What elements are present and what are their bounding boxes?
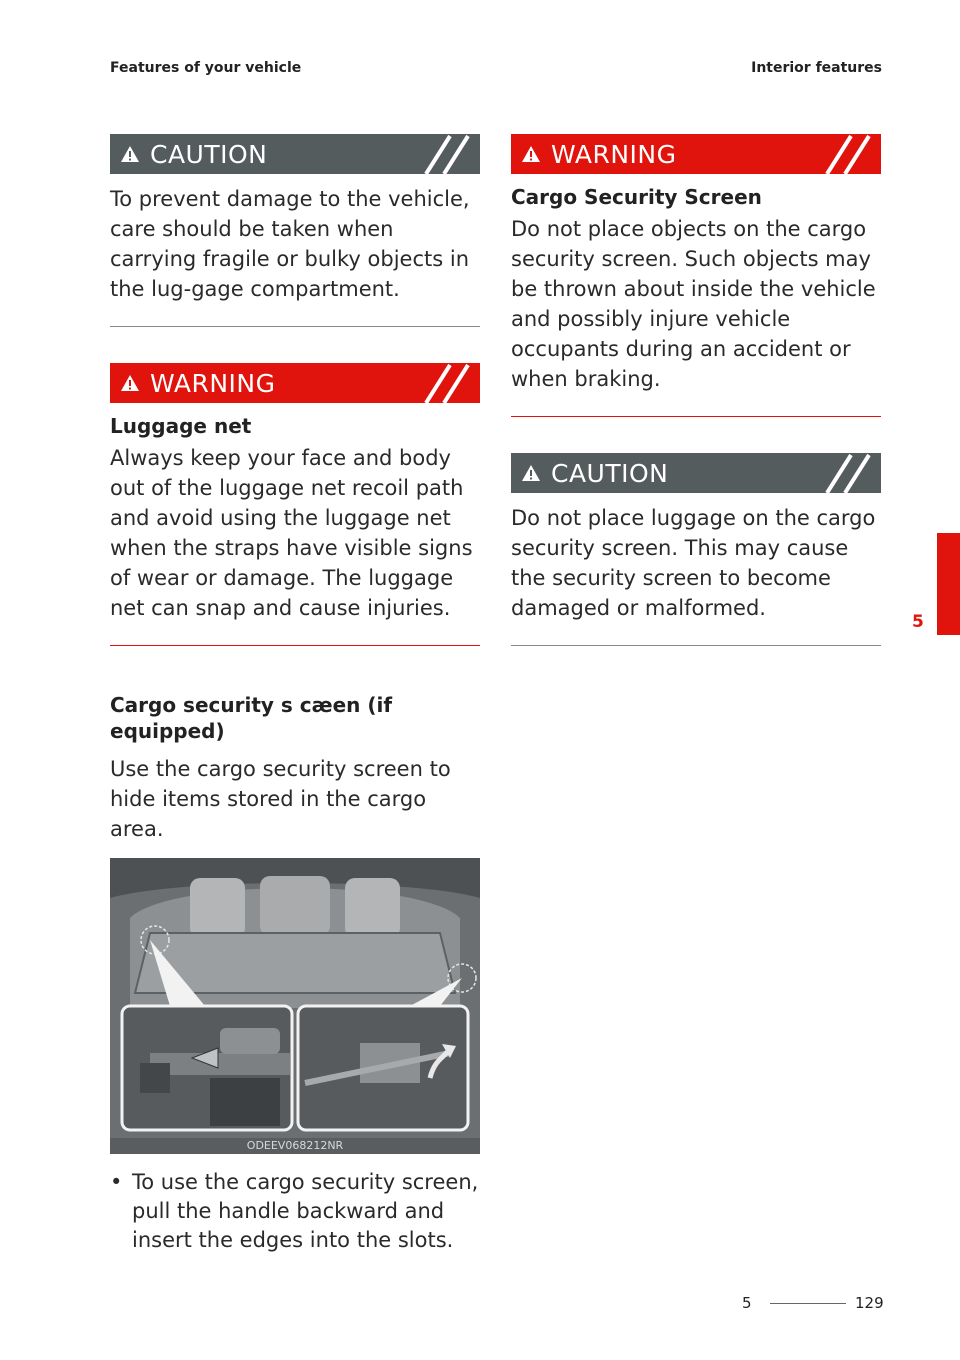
running-header-left: Features of your vehicle bbox=[110, 60, 302, 76]
figure-caption: ODEEV068212NR bbox=[110, 1138, 480, 1154]
warning-triangle-icon bbox=[120, 145, 140, 163]
cargo-area-illustration bbox=[110, 858, 480, 1154]
caution-text: Do not place luggage on the cargo security screen. This may cause the security screen to become damaged or malformed. bbox=[511, 506, 876, 620]
banner-slashes bbox=[420, 134, 480, 174]
caution-text: To prevent damage to the vehicle, care should be taken when carrying fragile or bulky objects in the lug-gage compartment. bbox=[110, 187, 470, 301]
cargo-screen-figure bbox=[110, 858, 480, 1154]
banner-slashes bbox=[821, 134, 881, 174]
footer-divider bbox=[770, 1303, 846, 1304]
right-column bbox=[511, 134, 881, 646]
banner-slashes bbox=[821, 453, 881, 493]
bullet-item bbox=[110, 1168, 480, 1255]
bullet-dot: • bbox=[110, 1170, 123, 1194]
caution-banner bbox=[110, 134, 480, 174]
caution-label: CAUTION bbox=[551, 458, 669, 488]
left-column bbox=[110, 134, 480, 1255]
bullet-text: To use the cargo security screen, pull the handle backward and insert the edges into the slots. bbox=[132, 1170, 479, 1252]
caution-divider bbox=[511, 645, 881, 646]
footer-chapter: 5 bbox=[742, 1294, 752, 1312]
warning-label: WARNING bbox=[150, 368, 276, 398]
warning-triangle-icon bbox=[120, 374, 140, 392]
warning-banner bbox=[110, 363, 480, 403]
caution-label: CAUTION bbox=[150, 139, 268, 169]
running-header-right: Interior features bbox=[751, 60, 882, 76]
footer-page-number: 129 bbox=[855, 1294, 884, 1312]
warning-triangle-icon bbox=[521, 464, 541, 482]
chapter-side-number: 5 bbox=[912, 612, 924, 632]
warning-text: Do not place objects on the cargo security screen. Such objects may be thrown about inside the vehicle and possibly injure vehicle occupants during an accident or when braking. bbox=[511, 217, 876, 391]
warning-label: WARNING bbox=[551, 139, 677, 169]
warning-triangle-icon bbox=[521, 145, 541, 163]
section-title: Cargo security s cæen (if equipped) bbox=[110, 693, 393, 743]
section-intro: Use the cargo security screen to hide items stored in the cargo area. bbox=[110, 757, 451, 841]
chapter-side-tab bbox=[937, 533, 960, 635]
warning-banner bbox=[511, 134, 881, 174]
caution-banner bbox=[511, 453, 881, 493]
warning-subhead: Luggage net bbox=[110, 414, 252, 438]
warning-subhead: Cargo Security Screen bbox=[511, 185, 762, 209]
warning-text: Always keep your face and body out of the luggage net recoil path and avoid using the luggage net when the straps have visible signs of wear or damage. The luggage net can snap and cause injuries. bbox=[110, 446, 473, 620]
banner-slashes bbox=[420, 363, 480, 403]
